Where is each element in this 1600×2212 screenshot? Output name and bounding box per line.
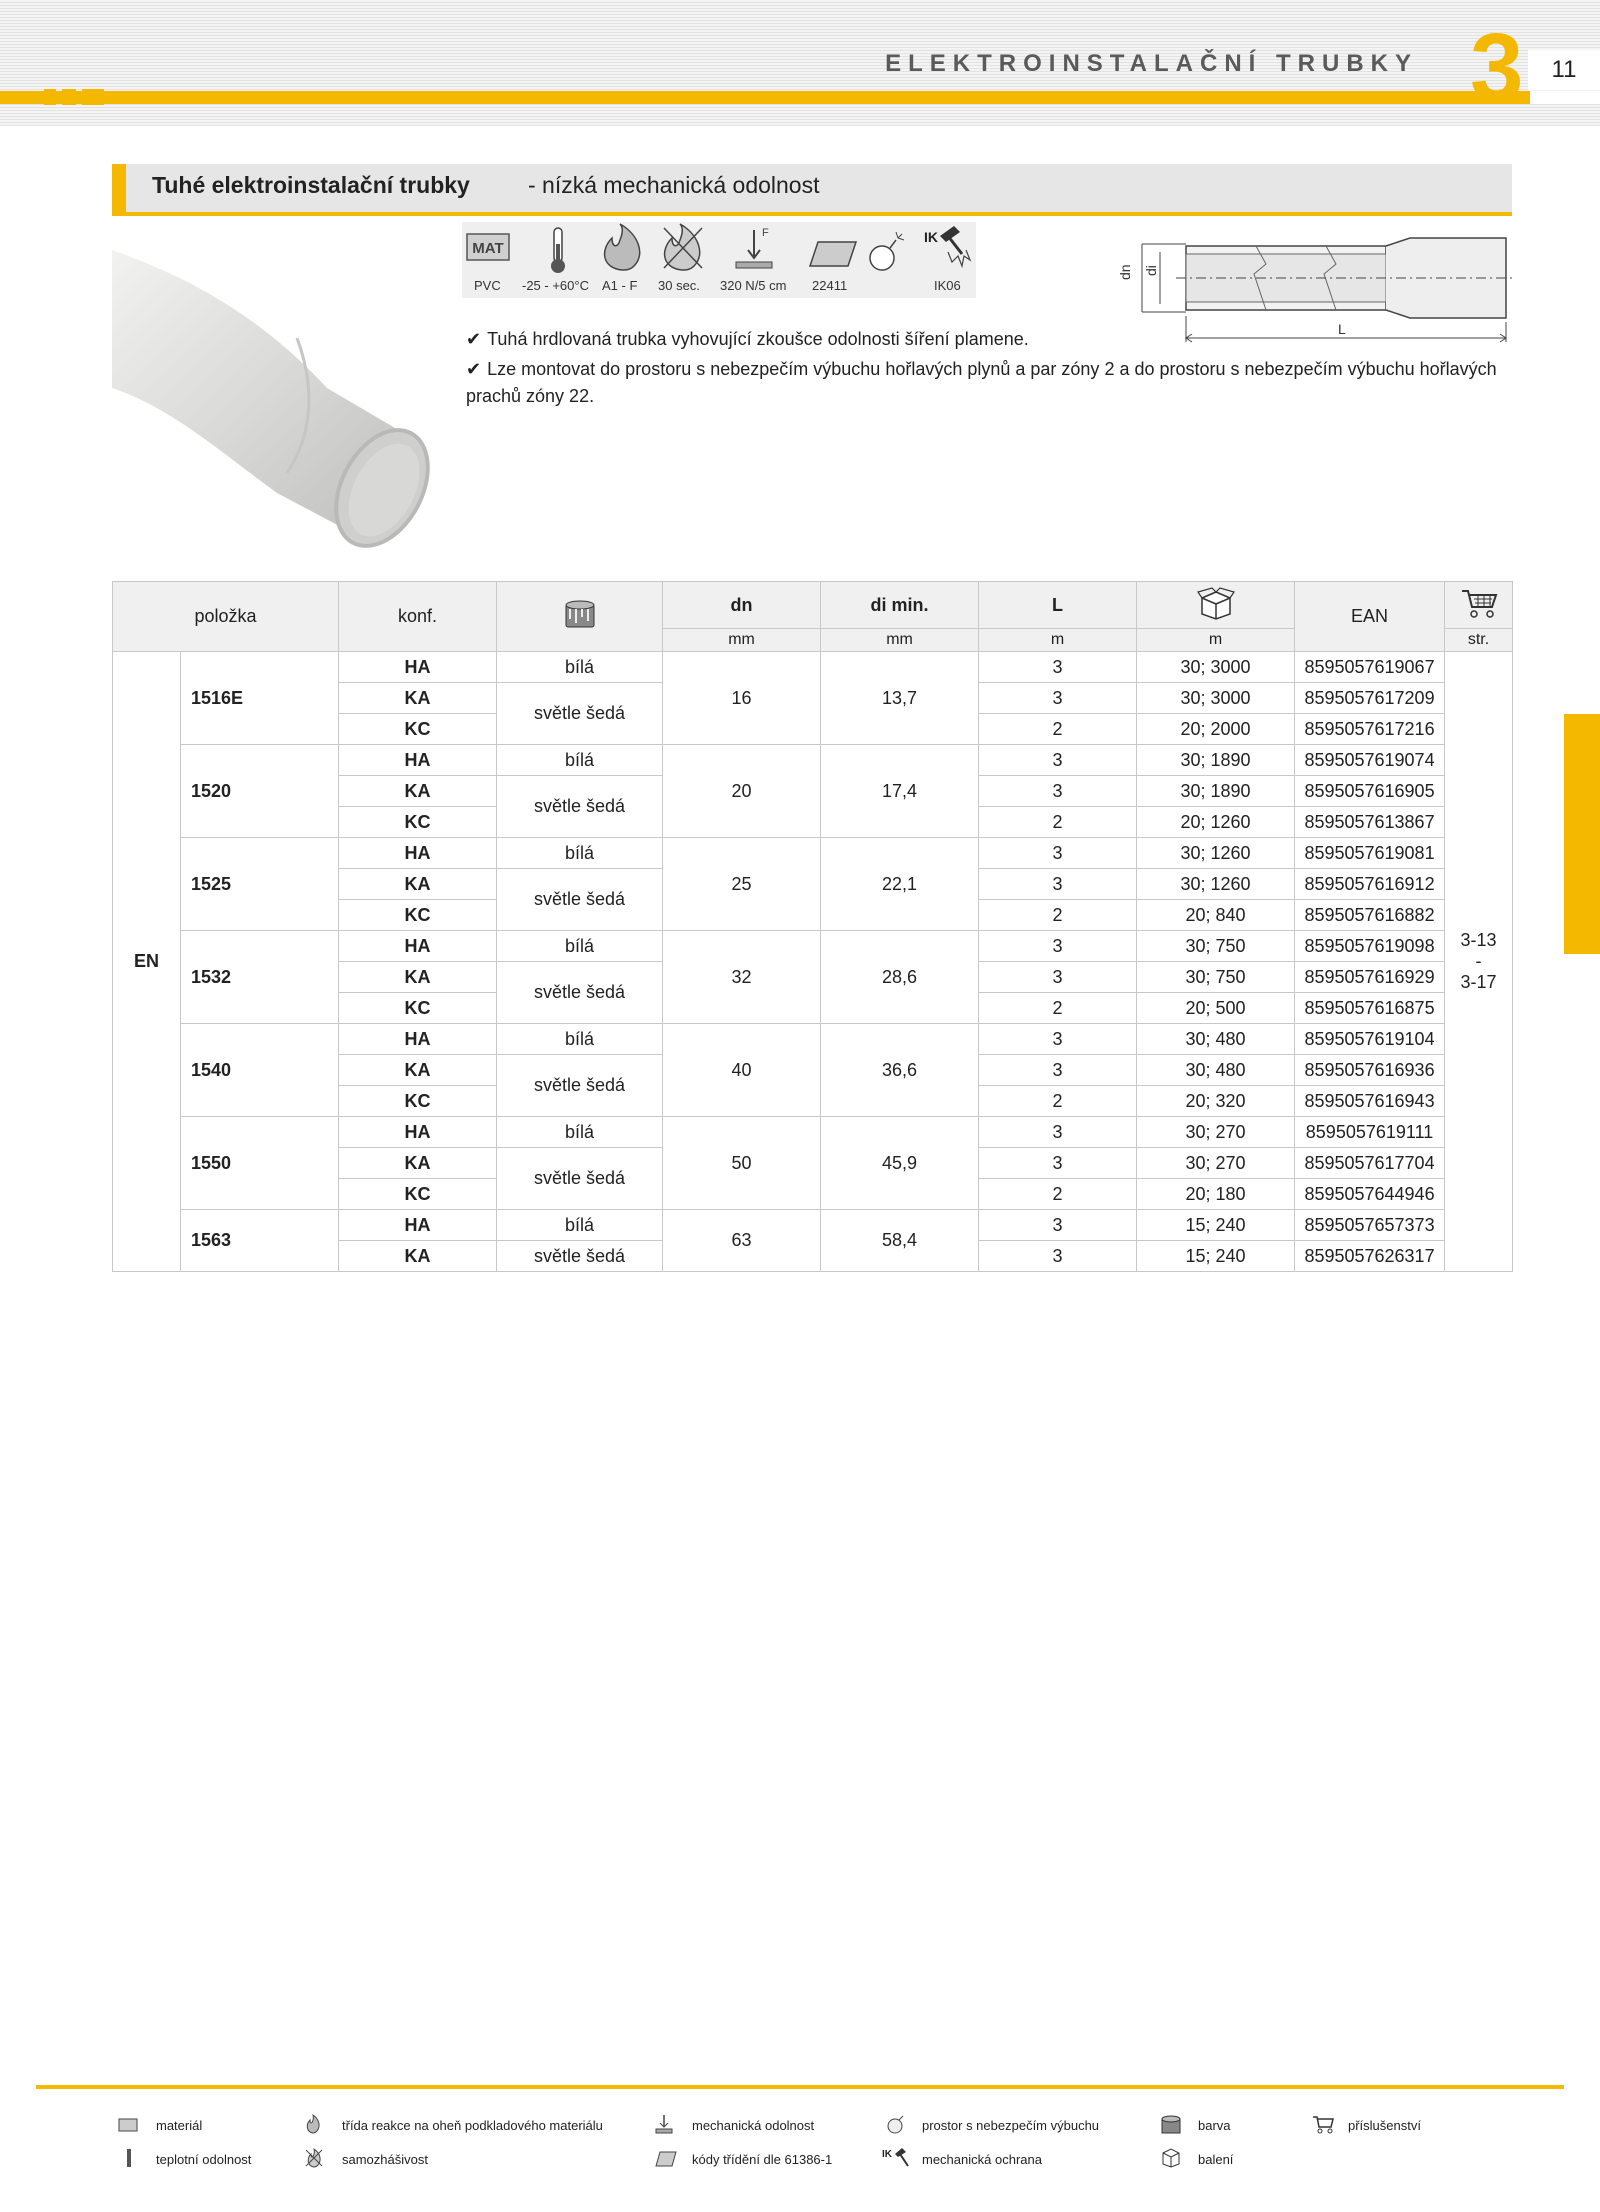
table-row <box>113 1024 1513 1055</box>
header-konf: konf. <box>339 582 497 652</box>
ean-cell: 8595057617209 <box>1295 683 1445 714</box>
pack-cell: 20; 2000 <box>1137 714 1295 745</box>
product-type: 1516E <box>181 652 339 745</box>
ean-cell: 8595057616943 <box>1295 1086 1445 1117</box>
legend-label: příslušenství <box>1348 2118 1421 2133</box>
pack-cell: 20; 840 <box>1137 900 1295 931</box>
legend-label: mechanická odolnost <box>692 2118 815 2133</box>
ean-cell: 8595057619111 <box>1295 1117 1445 1148</box>
ean-cell: 8595057619081 <box>1295 838 1445 869</box>
konf-cell: KA <box>339 1148 497 1179</box>
header-square <box>62 89 76 105</box>
konf-cell: KA <box>339 776 497 807</box>
dn-cell: 40 <box>663 1024 821 1117</box>
explosion-icon <box>886 2114 906 2134</box>
icon-label-self-extinguish: 30 sec. <box>658 278 700 293</box>
header-square <box>44 89 56 105</box>
pack-cell: 30; 750 <box>1137 931 1295 962</box>
self-extinguish-icon <box>304 2148 324 2168</box>
icon-label-mechanical: 320 N/5 cm <box>720 278 787 293</box>
ean-cell: 8595057616936 <box>1295 1055 1445 1086</box>
ean-cell: 8595057657373 <box>1295 1210 1445 1241</box>
diagram-di-label: di <box>1143 265 1159 276</box>
unit-di: mm <box>821 629 979 652</box>
color-cell: bílá <box>497 931 663 962</box>
ean-cell: 8595057617704 <box>1295 1148 1445 1179</box>
pack-cell: 20; 500 <box>1137 993 1295 1024</box>
ean-cell: 8595057619098 <box>1295 931 1445 962</box>
ik-hammer-icon <box>882 2146 912 2170</box>
L-cell: 3 <box>979 962 1137 993</box>
pack-cell: 15; 240 <box>1137 1241 1295 1272</box>
icon-label-material: PVC <box>474 278 501 293</box>
pack-cell: 30; 270 <box>1137 1117 1295 1148</box>
classification-code-icon <box>654 2148 678 2168</box>
chapter-number: 3 <box>1470 14 1524 121</box>
cart-icon <box>1460 587 1498 619</box>
check-icon: ✔ <box>466 329 482 349</box>
header-square <box>82 89 104 105</box>
legend-label: materiál <box>156 2118 203 2133</box>
L-cell: 3 <box>979 931 1137 962</box>
di-cell: 28,6 <box>821 931 979 1024</box>
section-accent <box>112 164 126 216</box>
document-title: ELEKTROINSTALAČNÍ TRUBKY <box>885 50 1418 77</box>
color-cell: bílá <box>497 1024 663 1055</box>
L-cell: 3 <box>979 652 1137 683</box>
explosion-icon <box>870 232 904 270</box>
pack-cell: 30; 3000 <box>1137 683 1295 714</box>
group-label: EN <box>113 652 181 1272</box>
color-cell: bílá <box>497 652 663 683</box>
accessory-ref-from: 3-13 <box>1460 930 1497 950</box>
dn-cell: 63 <box>663 1210 821 1272</box>
konf-cell: KC <box>339 714 497 745</box>
paint-bucket-icon <box>1160 2114 1182 2134</box>
konf-cell: KC <box>339 1086 497 1117</box>
classification-code-icon <box>810 242 856 266</box>
self-extinguish-icon <box>664 224 702 270</box>
thermometer-icon <box>551 228 565 273</box>
di-cell: 17,4 <box>821 745 979 838</box>
ean-cell: 8595057619067 <box>1295 652 1445 683</box>
konf-cell: KC <box>339 993 497 1024</box>
pack-cell: 30; 1260 <box>1137 869 1295 900</box>
pack-cell: 30; 480 <box>1137 1024 1295 1055</box>
legend-label: kódy třídění dle 61386-1 <box>692 2152 833 2167</box>
konf-cell: KC <box>339 900 497 931</box>
section-title: Tuhé elektroinstalační trubky <box>152 172 470 198</box>
diagram-dn-label: dn <box>1117 264 1133 280</box>
color-cell: světle šedá <box>497 776 663 838</box>
icon-label-temperature: -25 - +60°C <box>522 278 589 293</box>
product-type: 1563 <box>181 1210 339 1272</box>
legend-ik-text: IK <box>882 2149 892 2160</box>
thermometer-icon <box>124 2148 134 2168</box>
L-cell: 2 <box>979 1086 1137 1117</box>
pack-cell: 30; 480 <box>1137 1055 1295 1086</box>
L-cell: 3 <box>979 745 1137 776</box>
icon-label-ik: IK06 <box>934 278 961 293</box>
konf-cell: KC <box>339 807 497 838</box>
box-icon <box>1160 2146 1182 2168</box>
konf-cell: HA <box>339 838 497 869</box>
L-cell: 3 <box>979 1024 1137 1055</box>
unit-accessories: str. <box>1445 629 1513 652</box>
ean-cell: 8595057613867 <box>1295 807 1445 838</box>
legend-label: mechanická ochrana <box>922 2152 1042 2167</box>
L-cell: 3 <box>979 683 1137 714</box>
konf-cell: KA <box>339 683 497 714</box>
header-color <box>497 582 663 652</box>
bullet-1 <box>466 326 1516 353</box>
konf-cell: KA <box>339 1055 497 1086</box>
mat-icon <box>118 2118 138 2132</box>
color-cell: světle šedá <box>497 962 663 1024</box>
pack-cell: 15; 240 <box>1137 1210 1295 1241</box>
legend-label: samozhášivost <box>342 2152 428 2167</box>
ean-cell: 8595057619074 <box>1295 745 1445 776</box>
pack-cell: 30; 3000 <box>1137 652 1295 683</box>
table-row <box>113 745 1513 776</box>
unit-pack: m <box>1137 629 1295 652</box>
L-cell: 2 <box>979 807 1137 838</box>
ean-cell: 8595057644946 <box>1295 1179 1445 1210</box>
L-cell: 2 <box>979 714 1137 745</box>
header-polozka: položka <box>113 582 339 652</box>
dn-cell: 32 <box>663 931 821 1024</box>
L-cell: 3 <box>979 1117 1137 1148</box>
page-number: 11 <box>1528 50 1600 90</box>
accessory-ref-dash: - <box>1475 951 1482 971</box>
dn-cell: 16 <box>663 652 821 745</box>
legend-label: barva <box>1198 2118 1231 2133</box>
legend-label: teplotní odolnost <box>156 2152 252 2167</box>
pack-cell: 20; 1260 <box>1137 807 1295 838</box>
pack-cell: 30; 1890 <box>1137 745 1295 776</box>
color-cell: světle šedá <box>497 1241 663 1272</box>
header-accessories <box>1445 582 1513 629</box>
icon-label-code: 22411 <box>812 278 848 293</box>
bullet-2-text: Lze montovat do prostoru s nebezpečím výbuchu hořlavých plynů a par zóny 2 a do prostoru s nebezpečím výbuchu hořlavých prachů zóny 22. <box>466 359 1497 406</box>
box-icon <box>1196 586 1236 620</box>
color-cell: světle šedá <box>497 869 663 931</box>
ik-hammer-icon <box>924 226 970 266</box>
di-cell: 36,6 <box>821 1024 979 1117</box>
ean-cell: 8595057616912 <box>1295 869 1445 900</box>
chapter-side-tab <box>1564 714 1600 954</box>
unit-L: m <box>979 629 1137 652</box>
ean-cell: 8595057616905 <box>1295 776 1445 807</box>
icon-label-fire-class: A1 - F <box>602 278 638 293</box>
L-cell: 3 <box>979 1148 1137 1179</box>
pack-cell: 20; 320 <box>1137 1086 1295 1117</box>
product-table <box>112 581 1513 1272</box>
pack-cell: 30; 750 <box>1137 962 1295 993</box>
konf-cell: KA <box>339 869 497 900</box>
ean-cell: 8595057616882 <box>1295 900 1445 931</box>
section-subtitle: - nízká mechanická odolnost <box>528 172 820 198</box>
L-cell: 3 <box>979 1241 1137 1272</box>
konf-cell: HA <box>339 1024 497 1055</box>
pipe-photo <box>112 238 442 558</box>
color-cell: světle šedá <box>497 1148 663 1210</box>
dn-cell: 50 <box>663 1117 821 1210</box>
konf-cell: KA <box>339 962 497 993</box>
ean-cell: 8595057619104 <box>1295 1024 1445 1055</box>
konf-cell: KA <box>339 1241 497 1272</box>
product-type: 1540 <box>181 1024 339 1117</box>
pack-cell: 30; 1260 <box>1137 838 1295 869</box>
flame-icon <box>304 2114 322 2134</box>
table-row <box>113 652 1513 683</box>
bullet-2 <box>466 356 1516 410</box>
table-row <box>113 1117 1513 1148</box>
check-icon: ✔ <box>466 359 482 379</box>
konf-cell: HA <box>339 652 497 683</box>
pack-cell: 30; 1890 <box>1137 776 1295 807</box>
mat-icon <box>467 234 509 260</box>
pressure-icon <box>736 227 772 268</box>
L-cell: 2 <box>979 1179 1137 1210</box>
legend-label: třída reakce na oheň podkladového materiálu <box>342 2118 603 2133</box>
force-label: F <box>762 227 769 239</box>
paint-bucket-icon <box>562 597 598 631</box>
konf-cell: HA <box>339 745 497 776</box>
diagram-L-label: L <box>1338 321 1346 337</box>
color-cell: světle šedá <box>497 1055 663 1117</box>
ean-cell: 8595057616929 <box>1295 962 1445 993</box>
header-yellow-line <box>0 91 1530 104</box>
L-cell: 3 <box>979 776 1137 807</box>
color-cell: bílá <box>497 1117 663 1148</box>
pressure-icon <box>654 2114 674 2134</box>
unit-dn: mm <box>663 629 821 652</box>
konf-cell: HA <box>339 1117 497 1148</box>
L-cell: 2 <box>979 993 1137 1024</box>
header-di: di min. <box>821 582 979 629</box>
ik-text: IK <box>924 229 938 245</box>
di-cell: 13,7 <box>821 652 979 745</box>
ean-cell: 8595057616875 <box>1295 993 1445 1024</box>
konf-cell: HA <box>339 931 497 962</box>
flame-icon <box>605 224 640 270</box>
konf-cell: KC <box>339 1179 497 1210</box>
dn-cell: 25 <box>663 838 821 931</box>
pack-cell: 20; 180 <box>1137 1179 1295 1210</box>
header-pack <box>1137 582 1295 629</box>
bullet-1-text: Tuhá hrdlovaná trubka vyhovující zkoušce odolnosti šíření plamene. <box>487 329 1029 349</box>
L-cell: 3 <box>979 869 1137 900</box>
product-type: 1532 <box>181 931 339 1024</box>
konf-cell: HA <box>339 1210 497 1241</box>
ean-cell: 8595057617216 <box>1295 714 1445 745</box>
table-row <box>113 1210 1513 1241</box>
header-ean: EAN <box>1295 582 1445 652</box>
L-cell: 3 <box>979 1055 1137 1086</box>
di-cell: 45,9 <box>821 1117 979 1210</box>
L-cell: 3 <box>979 838 1137 869</box>
color-cell: bílá <box>497 1210 663 1241</box>
header-dn: dn <box>663 582 821 629</box>
product-type: 1525 <box>181 838 339 931</box>
pack-cell: 30; 270 <box>1137 1148 1295 1179</box>
table-row <box>113 838 1513 869</box>
di-cell: 58,4 <box>821 1210 979 1272</box>
product-type: 1520 <box>181 745 339 838</box>
L-cell: 2 <box>979 900 1137 931</box>
L-cell: 3 <box>979 1210 1137 1241</box>
legend-label: balení <box>1198 2152 1234 2167</box>
mat-icon-text: MAT <box>472 240 504 257</box>
di-cell: 22,1 <box>821 838 979 931</box>
dn-cell: 20 <box>663 745 821 838</box>
accessory-ref-to: 3-17 <box>1460 972 1497 992</box>
color-cell: bílá <box>497 838 663 869</box>
ean-cell: 8595057626317 <box>1295 1241 1445 1272</box>
footer-line <box>36 2085 1564 2089</box>
table-row <box>113 931 1513 962</box>
accessory-ref <box>1445 652 1513 1272</box>
product-type: 1550 <box>181 1117 339 1210</box>
property-icons <box>462 222 976 278</box>
legend-label: prostor s nebezpečím výbuchu <box>922 2118 1100 2133</box>
color-cell: bílá <box>497 745 663 776</box>
cart-icon <box>1312 2114 1334 2134</box>
header-L: L <box>979 582 1137 629</box>
color-cell: světle šedá <box>497 683 663 745</box>
